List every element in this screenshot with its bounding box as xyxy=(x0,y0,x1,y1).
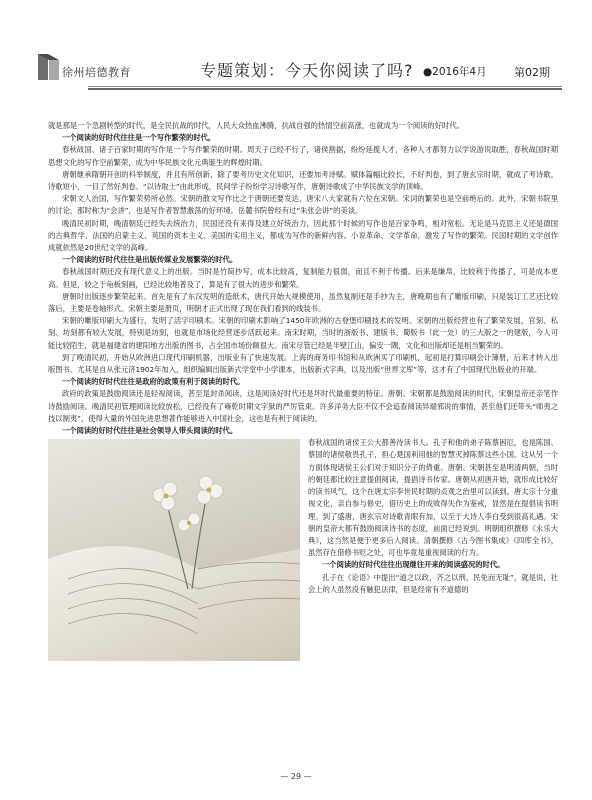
para-2: 春秋战国、诸子百家时期的写作是一个写作繁荣的时期。周天子已经不行了，诸侯割据，纷纷延揽人才，各种人才都努力以学说游说取胜，春秋战国时期思想文化的写作空前繁荣，成为中华民族文化元典诞生的辉煌时期。 xyxy=(48,145,558,167)
issue-date: ●2016年4月 xyxy=(423,66,487,78)
book-flower-photo xyxy=(48,439,300,661)
header-rule xyxy=(88,86,562,87)
para-0: 就是那是一个急剧转型的时代，是全民抗战的时代，人民大众热血沸腾，抗战自强的热情空前高涨，也就成为一个阅读的好时代。 xyxy=(48,121,464,130)
heading-reading-boom: 一个阅读的好时代往往出现继往开来的阅读盛况的时代。 xyxy=(322,560,505,570)
issue-number: 第02期 xyxy=(514,66,550,79)
para-3: 唐朝继承隋朝开创的科举制度，并且有所创新，除了要考历史文化知识，还要加考诗赋。赋体篇幅比较长，不好判卷，到了唐玄宗时期，就成了考诗歌，诗歌短小，一目了然好判卷。“以诗取士”由此形成，民间学子纷纷学习诗歌写作，唐朝诗歌成了中华民族文学的顶峰。 xyxy=(48,169,558,192)
page-header xyxy=(36,52,562,86)
para-5: 晚清民初时期，晚清朝廷已经失去统治力，民国还没有来得及建立好统治力，因此那个时候的写作也是百家争鸣，相对宽松。无论是马克思主义还是德国的古典哲学、法国的启蒙主义、英国的资本主义、美国的实用主义，都成为写作的新鲜内容。小说革命、文学革命，激发了写作的繁荣。民国时期的文学创作成就依然是20世纪文学的高峰。 xyxy=(48,218,558,253)
magazine-name: 徐州培德教育 xyxy=(62,66,131,79)
open-book-icon xyxy=(48,439,300,661)
heading-policy: 一个阅读的好时代往往是政府的政策有利于阅读的时代。 xyxy=(62,377,245,387)
wrapped-section xyxy=(48,437,558,596)
para-9: 宋朝的雕版印刷大为盛行，发明了活字印刷术。宋朝的印刷术影响了1450年欧洲的古登堡印刷技术的发明。宋朝的出版经营也有了繁荣发展，官刻、私刻、坊刻都有较大发展，特别是坊刻，也就是市场化经营逐步活跃起来。南宋时期，当时的浙版书、建版书、蜀版书（此一处）的三大版之一的建版，今人可能比较陌生，就是福建省的建阳地方出版的图书，占全国市场份额很大。南宋尽管已经是半壁江山，偏安一隅，文化和出版却还是相当繁荣的。 xyxy=(48,316,558,350)
para-4: 宋朝文人治国，写作繁荣势所必然。宋朝的散文写作比之于唐朝还要发达，唐宋八大家就有六位在宋朝。宋词的繁荣也是空前绝后的。此外，宋朝书院里的讨论，那时称为“会讲”，也是写作者智慧激荡的好环境。岳麓书院曾经有过“朱张会讲”的美谈。 xyxy=(48,194,558,216)
para-16: 孔子在《论语》中提出“道之以政，齐之以刑，民免而无耻”，就是说，社会上的人虽然没有触犯法律，但是经常有不道德的 xyxy=(308,572,558,594)
heading-writing: 一个阅读的好时代往往是一个写作繁荣的时代。 xyxy=(62,133,216,143)
page-number: — 29 — xyxy=(280,772,312,781)
para-8: 唐朝时出版逐步繁荣起来。首先是有了东汉发明的造纸术，唐代开始大规模使用，虽然复制还是手抄为主，唐晚期也有了雕版印刷，只是装订工艺还比较落后，主要是卷轴形式。宋朝主要是册页，明朝才正式出现了现在我们看到的线装书。 xyxy=(48,291,558,314)
heading-leaders: 一个阅读的好时代往往是社会领导人带头阅读的时代。 xyxy=(62,426,238,436)
para-10: 到了晚清民初，开始从欧洲进口现代印刷机器，出版业有了快速发展。上海的商务印书馆和从欧洲买了印刷机，起初是打算印刷会计簿册，后来才转入出版图书。尤其是自从张元济1902年加入，组织编辑出版新式学堂中小学课本，出版新式字典，以及出版“世界文库”等，这才有了中国现代出版业的开端。 xyxy=(48,352,558,375)
magazine-logo-icon xyxy=(36,52,62,82)
para-12: 政府的政策是鼓励阅读还是轻视阅读，甚至是封杀阅读，这是阅读好时代还是坏时代最重要的特征。唐朝、宋朝都是鼓励阅读的时代，宋朝皇帝还亲笔作诗鼓励阅读。晚清民初管理阅读比较放松，已经没有了雍乾时期文字狱的严厉管束。许多洋务大臣不仅不会追查阅读异端邪说的事情，甚至他们还带头“师夷之技以制夷”，使得大量的外国先进思想著作能够进入中国社会，这也是有利于阅读的。 xyxy=(48,389,558,423)
para-7: 春秋战国时期还没有现代意义上的出版。当时是竹简抄写，成本比较高，复制能力很弱，而且不利于传播。后来是缣帛，比较利于传播了，可是成本更高。但是，较之于龟板刻画，已经比较地普及了，算是有了很大的进步和繁荣。 xyxy=(48,267,558,289)
topic-title: 专题策划：今天你阅读了吗? xyxy=(200,61,414,80)
header-rule-thick xyxy=(88,88,562,90)
article-body xyxy=(48,120,558,663)
para-14: 春秋战国的诸侯王公大都善待读书人。孔子和他的弟子陈蔡困厄，也是陈国、蔡国的诸侯敬畏孔子，担心楚国利用他的智慧灭掉陈蔡这些小国。这从另一个方面体现诸侯王公们对于知识分子的倚重。唐朝、宋朝甚至是明清两朝，当时的朝廷都比较注意提倡阅读，提倡诗书传家。唐朝从初唐开始，就形成比较好的读书风气，这个在唐太宗李世民时期的贞观之治里可以读到。唐太宗十分重视文化，亲自参与修史，借历史上的成败得失作为鉴戒，显然是在提倡读书明理。到了盛唐，唐玄宗对诗歌青眼有加，以至于大诗人李白受到很高礼遇。宋朝的皇帝大都有鼓励阅读诗书的态度，前面已经说到。明朝组织撰修《永乐大典》，这当然是便于更多后人阅读。清朝撰修《古今图书集成》《四库全书》，虽然存在借修书贬之处，可也毕竟是重视阅读的行为。 xyxy=(308,438,558,558)
heading-publishing: 一个阅读的好时代往往是出版传媒业发展繁荣的时代。 xyxy=(62,255,238,265)
